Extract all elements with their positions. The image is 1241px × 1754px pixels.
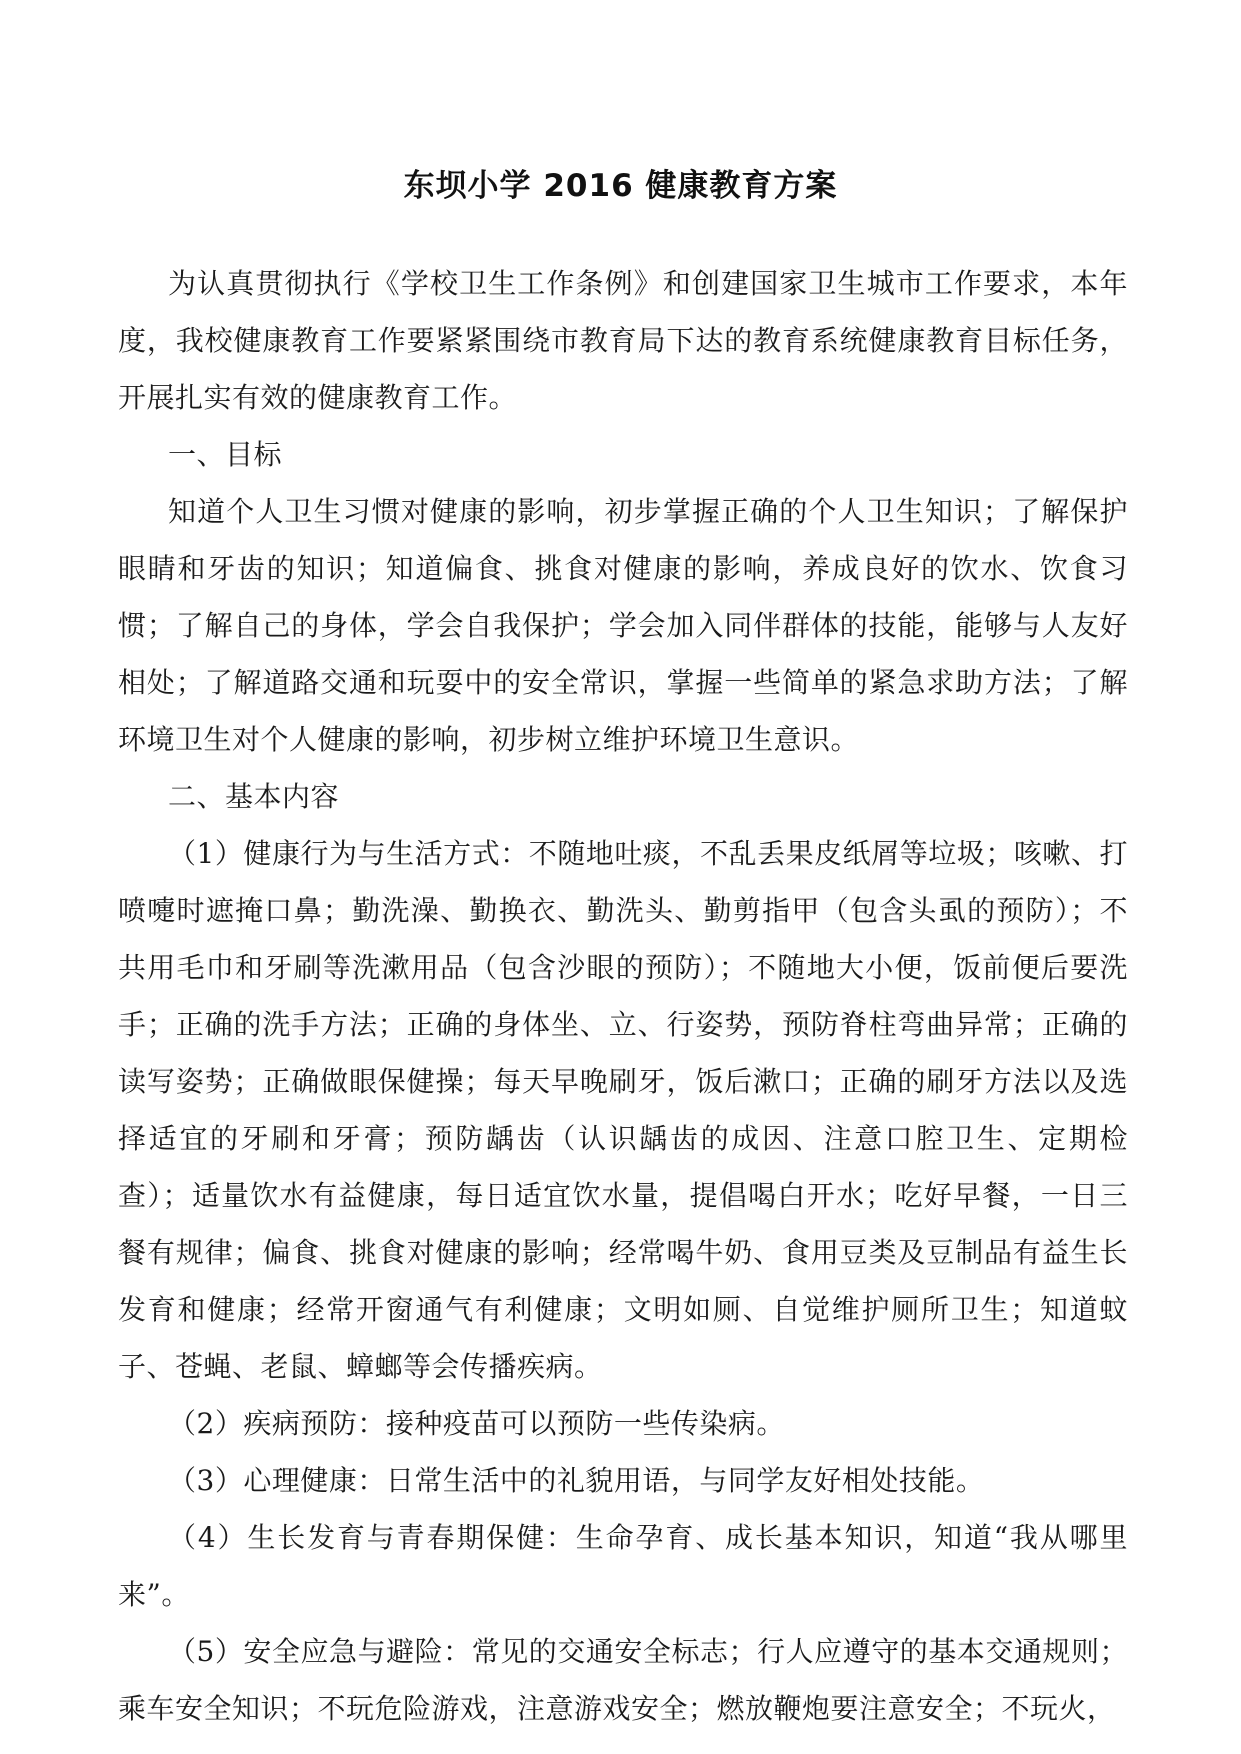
document-title: 东坝小学 2016 健康教育方案 <box>403 168 838 204</box>
content-item-1: （1）健康行为与生活方式：不随地吐痰，不乱丢果皮纸屑等垃圾；咳嗽、打喷嚏时遮掩口鼻；勤洗澡、勤换衣、勤洗头、勤剪指甲（包含头虱的预防）；不共用毛巾和牙刷等洗漱用品（包含沙眼的预防）；不随地大小便，饭前便后要洗手；正确的洗手方法；正确的身体坐、立、行姿势，预防脊柱弯曲异常；正确的读写姿势；正确做眼保健操；每天早晚刷牙，饭后漱口；正确的刷牙方法以及选择适宜的牙刷和牙膏；预防龋齿（认识龋齿的成因、注意口腔卫生、定期检查）；适量饮水有益健康，每日适宜饮水量，提倡喝白开水；吃好早餐，一日三餐有规律；偏食、挑食对健康的影响；经常喝牛奶、食用豆类及豆制品有益生长发育和健康；经常开窗通气有利健康；文明如厕、自觉维护厕所卫生；知道蚊子、苍蝇、老鼠、蟑螂等会传播疾病。 <box>118 837 1128 1383</box>
content-item-2: （2）疾病预防：接种疫苗可以预防一些传染病。 <box>168 1407 785 1440</box>
content-item-4: （4）生长发育与青春期保健：生命孕育、成长基本知识，知道“我从哪里来”。 <box>118 1521 1128 1611</box>
content-item-3: （3）心理健康：日常生活中的礼貌用语，与同学友好相处技能。 <box>168 1464 985 1497</box>
content-item-5: （5）安全应急与避险：常见的交通安全标志；行人应遵守的基本交通规则；乘车安全知识；不玩危险游戏，注意游戏安全；燃放鞭炮要注意安全；不玩火， <box>118 1635 1128 1725</box>
section-heading-goals: 一、目标 <box>168 438 283 471</box>
goals-paragraph: 知道个人卫生习惯对健康的影响，初步掌握正确的个人卫生知识；了解保护眼睛和牙齿的知识；知道偏食、挑食对健康的影响，养成良好的饮水、饮食习惯；了解自己的身体，学会自我保护；学会加入同伴群体的技能，能够与人友好相处；了解道路交通和玩耍中的安全常识，掌握一些简单的紧急求助方法；了解环境卫生对个人健康的影响，初步树立维护环境卫生意识。 <box>118 495 1128 756</box>
intro-paragraph: 为认真贯彻执行《学校卫生工作条例》和创建国家卫生城市工作要求，本年度，我校健康教育工作要紧紧围绕市教育局下达的教育系统健康教育目标任务，开展扎实有效的健康教育工作。 <box>118 267 1128 414</box>
section-heading-content: 二、基本内容 <box>168 780 340 813</box>
document-body <box>118 255 1128 1737</box>
